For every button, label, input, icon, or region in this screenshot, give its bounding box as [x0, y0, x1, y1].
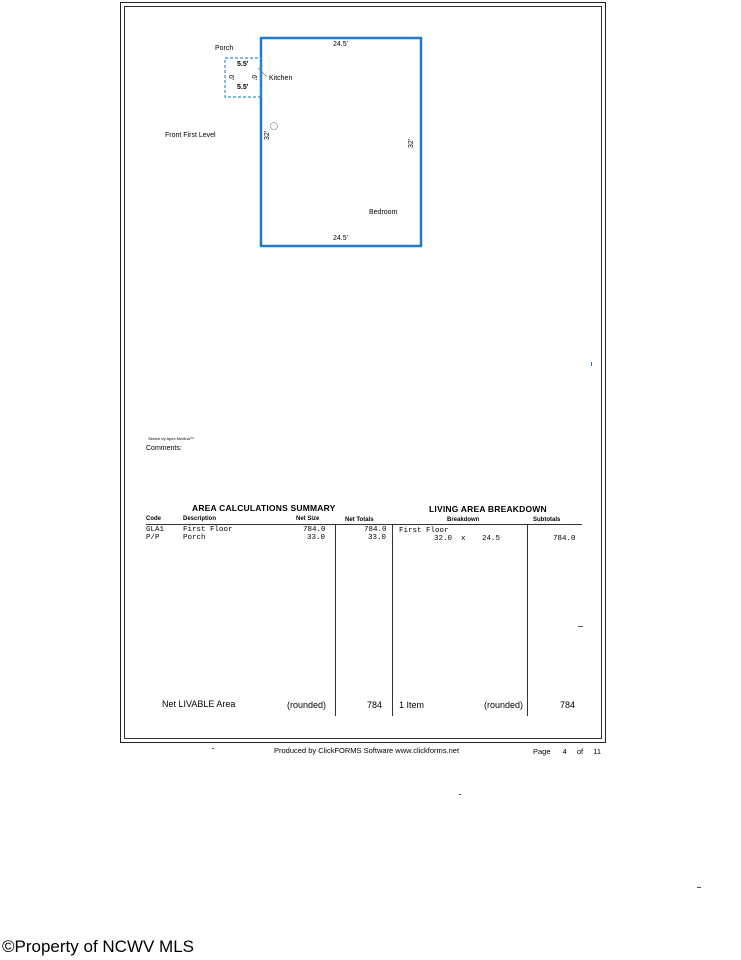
scan-speck	[591, 362, 592, 366]
main-width-bottom: 24.5'	[333, 235, 348, 242]
breakdown-times: x	[461, 535, 466, 543]
row-code: P/P	[146, 534, 160, 542]
living-breakdown-title: LIVING AREA BREAKDOWN	[429, 504, 547, 514]
col-net-totals: Net Totals	[345, 517, 374, 523]
row-net-size: 33.0	[307, 534, 326, 542]
divider-net-totals	[335, 524, 336, 716]
sketch-marker-icon	[271, 123, 278, 130]
scan-speck	[578, 626, 583, 627]
row-net-size: 784.0	[303, 526, 326, 534]
bedroom-label: Bedroom	[369, 209, 398, 216]
page-label: Page	[533, 747, 551, 756]
of-label: of	[576, 747, 584, 756]
col-code: Code	[146, 516, 161, 522]
divider-subtotals	[527, 524, 528, 716]
page-total: 11	[593, 747, 602, 756]
breakdown-subtotal: 784.0	[553, 535, 576, 543]
sketch-credit: Sketch by Apex Medina™	[148, 436, 194, 441]
scan-speck	[697, 887, 701, 888]
porch-width-bottom: 5.5'	[237, 84, 249, 91]
row-net-total: 784.0	[364, 526, 387, 534]
scan-speck	[459, 794, 461, 795]
copyright-watermark: ©Property of NCWV MLS	[2, 937, 195, 956]
net-livable-value: 784	[367, 700, 383, 710]
summary-rounded-label: (rounded)	[287, 700, 327, 710]
col-subtotals: Subtotals	[533, 517, 561, 523]
scan-speck	[212, 748, 214, 749]
net-livable-label: Net LIVABLE Area	[162, 699, 236, 709]
main-depth-left: 32'	[264, 130, 271, 140]
col-description: Description	[183, 516, 217, 522]
divider-breakdown	[392, 524, 393, 716]
col-breakdown: Breakdown	[447, 517, 480, 523]
produced-by-footer: Produced by ClickFORMS Software www.clickforms.net	[274, 746, 460, 755]
row-description: First Floor	[183, 526, 233, 534]
row-description: Porch	[183, 534, 206, 542]
porch-depth-right: 6'	[250, 74, 258, 81]
area-summary-title: AREA CALCULATIONS SUMMARY	[192, 503, 336, 513]
front-level-label: Front First Level	[165, 132, 216, 139]
row-net-total: 33.0	[368, 534, 387, 542]
main-depth-right: 32'	[408, 138, 415, 148]
items-count-label: 1 Item	[399, 700, 425, 710]
breakdown-floor-label: First Floor	[399, 527, 449, 535]
page-indicator	[533, 747, 601, 756]
header-rule	[146, 524, 582, 525]
porch-depth-left: 6'	[227, 74, 235, 81]
breakdown-dim-a: 32.0	[434, 535, 453, 543]
kitchen-label: Kitchen	[269, 75, 293, 82]
porch-label: Porch	[215, 45, 234, 52]
main-width-top: 24.5'	[333, 41, 348, 48]
row-code: GLA1	[146, 526, 165, 534]
breakdown-rounded-label: (rounded)	[484, 700, 524, 710]
page-number: 4	[562, 747, 567, 756]
breakdown-total-value: 784	[560, 700, 576, 710]
floor-plan-sketch	[0, 0, 741, 300]
comments-label: Comments:	[146, 445, 182, 452]
kitchen-pointer	[258, 68, 267, 77]
breakdown-dim-b: 24.5	[482, 535, 501, 543]
col-net-size: Net Size	[296, 516, 320, 522]
porch-width-top: 5.5'	[237, 61, 249, 68]
